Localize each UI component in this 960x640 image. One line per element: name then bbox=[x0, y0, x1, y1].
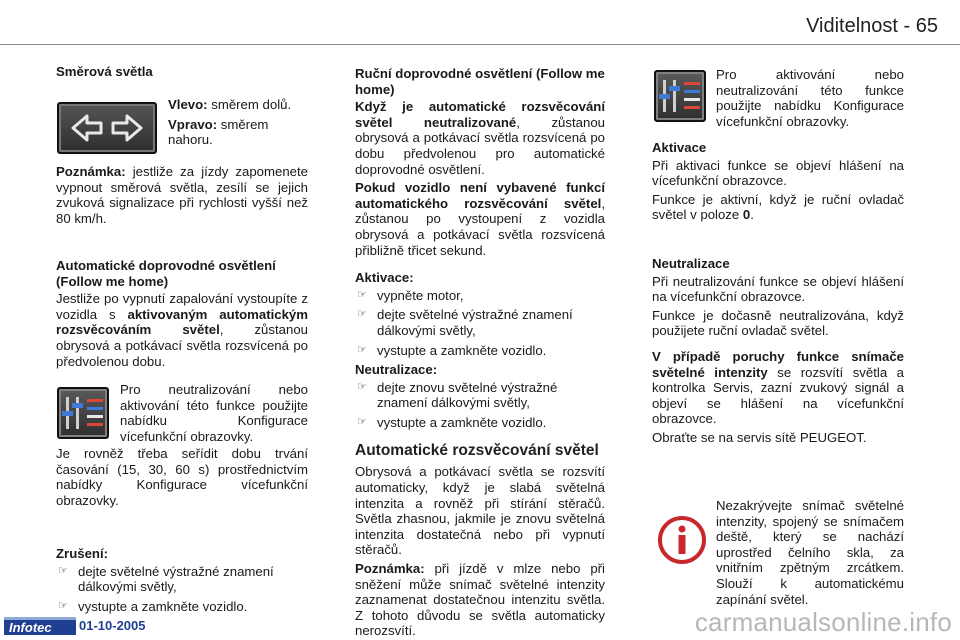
page-title: Viditelnost - 65 bbox=[806, 15, 938, 37]
pointing-hand-icon: ☞ bbox=[357, 380, 367, 393]
menu-config-note-right: Pro aktivování nebo neutralizování této funkce použijte nabídku Konfigurace vícefunkční obrazovky. bbox=[716, 67, 904, 129]
activation-p1: Při aktivaci funkce se objeví hlášení na vícefunkční obrazovce. bbox=[652, 157, 904, 189]
activation-title: Aktivace: bbox=[355, 270, 414, 286]
column-middle bbox=[355, 66, 605, 640]
section-title-auto-follow-me-home: Automatické doprovodné osvětlení (Follow me home) bbox=[56, 258, 276, 289]
sensor-fault-text: V případě poruchy funkce snímače světelné intenzity se rozsvítí světla a kontrolka Servis, zazní zvukový signál a objeví se hlášení na vícefunkční obrazovce. bbox=[652, 349, 904, 427]
pointing-hand-icon: ☞ bbox=[357, 308, 367, 321]
list-item: ☞ vystupte a zamkněte vozidlo. bbox=[357, 414, 547, 430]
section-title-manual-follow-me-home: Ruční doprovodné osvětlení (Follow me home) bbox=[355, 66, 605, 97]
auto-follow-me-home-section bbox=[56, 258, 308, 372]
pointing-hand-icon: ☞ bbox=[58, 599, 68, 612]
list-item: ☞ dejte světelné výstražné znamení dálkovými světly, bbox=[357, 307, 573, 338]
right-direction-note: Vpravo: směrem nahoru. bbox=[168, 116, 269, 148]
neutralization-title: Neutralizace: bbox=[355, 362, 438, 378]
turn-signal-arrows-icon bbox=[57, 102, 157, 154]
pointing-hand-icon: ☞ bbox=[357, 415, 367, 428]
neutralization-title-right: Neutralizace bbox=[652, 256, 730, 271]
manual-p2: Pokud vozidlo není vybavené funkcí automatického rozsvěcování světel, zůstanou po vystoupení z vozidla obrysová a potkávací světla rozsvícená přibližně třicet sekund. bbox=[355, 180, 605, 258]
manual-neutralization-section bbox=[652, 256, 904, 342]
manual-activation-section bbox=[652, 140, 904, 226]
list-item: ☞ vystupte a zamkněte vozidlo. bbox=[357, 342, 547, 358]
watermark: carmanualsonline.info bbox=[694, 607, 952, 637]
activation-list bbox=[355, 288, 605, 358]
auto-lights-text: Obrysová a potkávací světla se rozsvítí automaticky, když je slabá světelná intenzita a rovněž při stírání stěračů. Světla zhasnou, jakmile je znovu světelná intenzita dostatečná nebo při vypnutí stěračů. bbox=[355, 464, 605, 558]
timer-note: Je rovněž třeba seřídit dobu trvání časování (15, 30, 60 s) prostřednictvím nabídky Konfigurace vícefunkční obrazovky. bbox=[56, 446, 308, 508]
page-header bbox=[0, 14, 960, 44]
turn-signal-note-text: Poznámka: jestliže za jízdy zapomenete vypnout směrová světla, zesílí se jejich zvuková signalizace při rychlosti vyšší než 80 km/h. bbox=[56, 164, 308, 226]
header-divider bbox=[0, 44, 960, 45]
configuration-menu-icon bbox=[57, 387, 109, 439]
sensor-warning-note: Nezakrývejte snímač světelné intenzity, spojený se snímačem deště, který se nachází uprostřed čelního skla, za vnitřním zpětným zrcátkem. Slouží k automatickému zapínání světel. bbox=[716, 498, 904, 607]
pointing-hand-icon: ☞ bbox=[357, 288, 367, 301]
neutralization-p2: Funkce je dočasně neutralizována, když použijete ruční ovladač světel. bbox=[652, 307, 904, 339]
auto-lights-note: Poznámka: při jízdě v mlze nebo při sněžení může snímač světelné intenzity zaznamenat dostatečnou intenzitu světla. Z tohoto důvodu se světla automaticky nerozsvítí. bbox=[355, 561, 605, 639]
configuration-menu-icon bbox=[654, 70, 706, 122]
column-left bbox=[56, 64, 308, 82]
direction-notes bbox=[168, 97, 298, 151]
cancel-title: Zrušení: bbox=[56, 546, 109, 561]
list-item: ☞ dejte světelné výstražné znamení dálkovými světly, bbox=[58, 563, 274, 595]
turn-signal-note bbox=[56, 164, 308, 229]
activation-p2: Funkce je aktivní, když je ruční ovladač světel v poloze 0. bbox=[652, 191, 904, 223]
cancel-section bbox=[56, 546, 308, 618]
menu-config-note-left: Pro neutralizování nebo aktivování této funkce použijte nabídku Konfigurace vícefunkční obrazovky. bbox=[120, 382, 308, 444]
section-title-auto-lights: Automatické rozsvěcování světel bbox=[355, 442, 599, 460]
footer-date: 01-10-2005 bbox=[79, 618, 146, 633]
manual-p1: Když je automatické rozsvěcování světel neutralizované, zůstanou obrysová a potkávací světla rozsvícená po dobu předvolenou pro automatické doprovodné osvětlení. bbox=[355, 99, 605, 177]
infotec-logo: Infotec bbox=[4, 617, 76, 635]
auto-follow-me-home-text: Jestliže po vypnutí zapalování vystoupíte z vozidla s aktivovaným automatickým rozsvěcováním světel, zůstanou obrysová a potkávací světla rozsvícená po předvolenou dobu. bbox=[56, 291, 308, 369]
neutralization-list bbox=[355, 380, 605, 431]
neutralization-p1: Při neutralizování funkce se objeví hlášení na vícefunkční obrazovce. bbox=[652, 273, 904, 305]
list-item: ☞ vystupte a zamkněte vozidlo. bbox=[58, 598, 248, 614]
left-direction-note: Vlevo: směrem dolů. bbox=[168, 97, 292, 112]
pointing-hand-icon: ☞ bbox=[58, 564, 68, 577]
information-icon bbox=[656, 514, 708, 566]
cancel-list bbox=[56, 564, 308, 615]
service-text: Obraťte se na servis sítě PEUGEOT. bbox=[652, 429, 867, 445]
list-item: ☞ vypněte motor, bbox=[357, 287, 464, 303]
activation-title-right: Aktivace bbox=[652, 140, 707, 155]
sensor-fault-section bbox=[652, 349, 904, 449]
list-item: ☞ dejte znovu světelné výstražné znamení dálkovými světly, bbox=[357, 379, 558, 411]
section-title-turn-signals: Směrová světla bbox=[56, 64, 153, 79]
pointing-hand-icon: ☞ bbox=[357, 343, 367, 356]
